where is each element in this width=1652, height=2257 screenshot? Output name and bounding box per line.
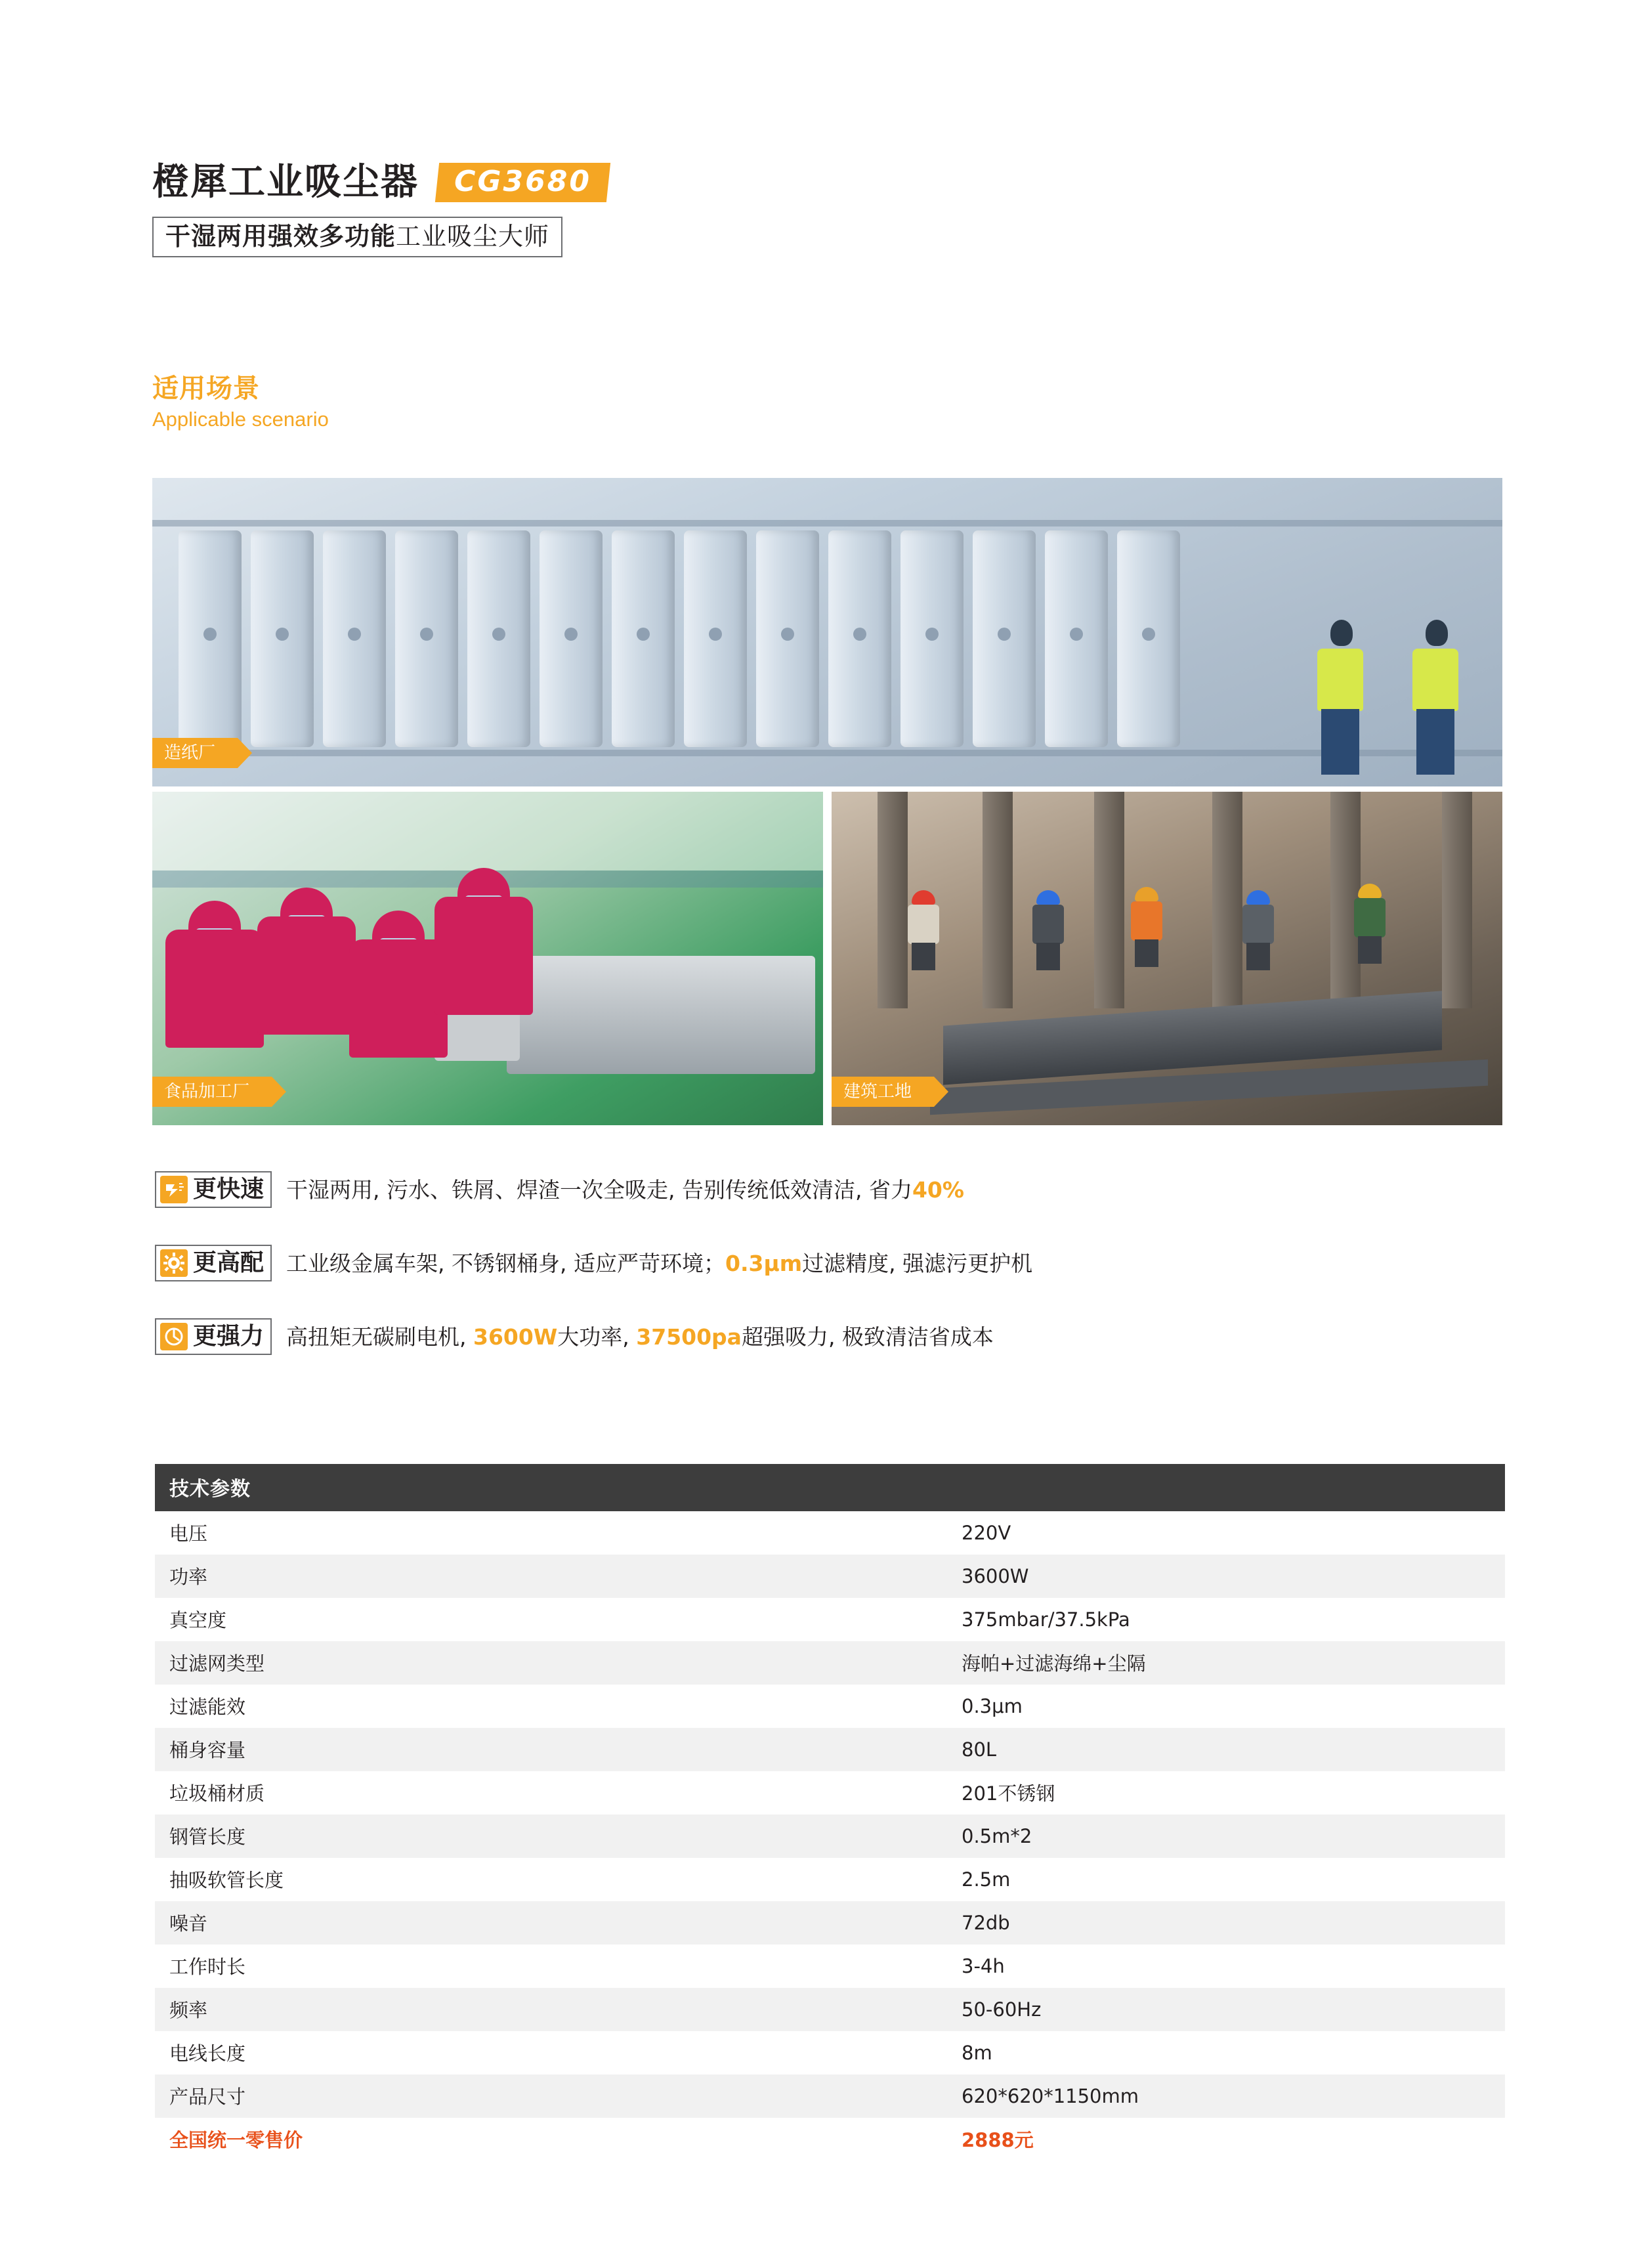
table-row [155,1728,1505,1771]
paper-roll [973,530,1036,747]
spec-value: 海帕+过滤海绵+尘隔 [962,1652,1146,1675]
spec-value: 201不锈钢 [962,1782,1055,1805]
feature-badge [155,1245,272,1281]
spec-value: 3-4h [962,1954,1005,1977]
spec-value-price: 2888元 [947,2118,1505,2161]
worker-figure [1239,890,1278,969]
photo-tag-food-plant: 食品加工厂 [152,1077,272,1107]
paper-roll [323,530,386,747]
worker-figure [904,890,943,969]
feature-item [155,1318,1507,1355]
applicable-scenario-heading [152,374,1504,431]
paper-roll [684,530,747,747]
feature-highlight: 40% [912,1176,964,1203]
paper-roll [540,530,603,747]
table-row [155,2074,1505,2118]
spec-table-header: 技术参数 [155,1464,1505,1511]
paper-roll [179,530,242,747]
table-row [155,1815,1505,1858]
worker-figure [1028,890,1068,969]
worker-figure [349,907,448,1058]
photo-construction-site [832,792,1502,1125]
feature-badge [155,1171,272,1208]
spec-value: 0.5m*2 [962,1824,1032,1847]
feature-text: 干湿两用, 污水、铁屑、焊渣一次全吸走, 告别传统低效清洁, 省力 [286,1176,912,1203]
spec-label: 抽吸软管长度 [169,1869,284,1891]
table-row-price [155,2118,1505,2161]
worker-figure [257,884,356,1035]
paper-roll [612,530,675,747]
photo-paper-mill [152,478,1502,786]
worker-figure [1317,609,1363,773]
document-header [152,163,1504,257]
section-title-en: Applicable scenario [152,408,329,431]
worker-figure [1412,609,1458,773]
spec-value: 50-60Hz [962,1998,1042,2021]
paper-roll [251,530,314,747]
feature-list [155,1171,1507,1392]
feature-badge [155,1318,272,1355]
paper-roll [828,530,891,747]
page-title: 橙犀工业吸尘器 [152,161,419,204]
spec-label: 电线长度 [169,2042,246,2065]
ceiling-band [152,792,823,871]
spec-label: 噪音 [169,1912,208,1935]
title-row [152,163,1504,202]
pillar [983,792,1013,1008]
feature-badge-label: 更强力 [193,1323,265,1350]
spec-label: 频率 [169,1999,208,2021]
feature-badge-label: 更高配 [193,1249,265,1276]
spec-value: 72db [962,1911,1010,1934]
feature-badge-label: 更快速 [193,1176,265,1203]
paper-roll [1117,530,1180,747]
power-icon [160,1323,188,1350]
spec-value: 3600W [962,1564,1029,1587]
spec-value: 8m [962,2041,992,2064]
spec-value: 2.5m [962,1868,1011,1891]
feature-description [286,1250,1033,1276]
subtitle [165,224,549,249]
section-title-cn: 适用场景 [152,374,260,404]
table-row [155,1555,1505,1598]
table-row [155,1945,1505,1988]
feature-text: 工业级金属车架, 不锈钢桶身, 适应严苛环境； [286,1250,725,1276]
table-row [155,1858,1505,1901]
processing-machine [507,956,815,1074]
worker-figure [434,864,533,1015]
feature-text: 大功率, [557,1323,637,1350]
spec-label: 过滤能效 [169,1696,246,1718]
worker-figure [1127,887,1166,966]
specification-section [155,1464,1505,2161]
pillar [1442,792,1472,1008]
subtitle-box [152,217,562,257]
feature-text: 超强吸力, 极致清洁省成本 [741,1323,994,1350]
speed-icon [160,1176,188,1203]
shelf-line [152,520,1502,527]
photo-food-plant [152,792,823,1125]
feature-description [286,1323,994,1350]
feature-highlight: 3600W [473,1323,558,1350]
spec-label: 桶身容量 [169,1739,246,1761]
table-row [155,2031,1505,2074]
worker-figure [1350,884,1389,962]
spec-value: 620*620*1150mm [962,2084,1139,2107]
paper-roll [756,530,819,747]
paper-roll-group [152,478,1502,786]
spec-value: 375mbar/37.5kPa [962,1608,1130,1631]
feature-item [155,1245,1507,1281]
spec-label: 过滤网类型 [169,1652,265,1675]
spec-value: 0.3μm [962,1694,1023,1717]
table-row [155,1771,1505,1815]
table-row [155,1511,1505,1555]
model-badge-text: CG3680 [454,165,591,198]
subtitle-light: 工业吸尘大师 [396,222,550,251]
model-badge [435,163,610,202]
photo-tag-construction-site: 建筑工地 [832,1077,934,1107]
feature-item [155,1171,1507,1208]
photo-tag-paper-mill: 造纸厂 [152,738,238,768]
spec-label: 真空度 [169,1609,227,1631]
spec-value: 80L [962,1738,997,1761]
spec-label: 产品尺寸 [169,2086,246,2108]
spec-label: 工作时长 [169,1956,246,1978]
spec-label: 电压 [169,1522,208,1545]
paper-roll [395,530,458,747]
worker-figure [165,897,264,1048]
paper-roll [900,530,964,747]
table-row [155,1641,1505,1685]
feature-text: 过滤精度, 强滤污更护机 [802,1250,1033,1276]
spec-label: 钢管长度 [169,1826,246,1848]
feature-highlight: 37500pa [636,1323,742,1350]
shelf-line [152,750,1502,756]
gear-icon [160,1249,188,1277]
spec-label: 功率 [169,1566,208,1588]
paper-roll [467,530,530,747]
spec-label: 垃圾桶材质 [169,1782,265,1805]
table-row [155,1988,1505,2031]
feature-text: 高扭矩无碳刷电机, [286,1323,473,1350]
spec-label-price: 全国统一零售价 [155,2118,947,2161]
scenario-photo-collage [152,478,1502,1125]
spec-value: 220V [962,1521,1011,1544]
table-row [155,1685,1505,1728]
spec-table [155,1511,1505,2161]
feature-highlight: 0.3μm [725,1250,803,1276]
table-row [155,1901,1505,1945]
pillar [1094,792,1124,1008]
subtitle-bold: 干湿两用强效多功能 [165,222,396,251]
feature-description [286,1176,964,1203]
paper-roll [1045,530,1108,747]
table-row [155,1598,1505,1641]
